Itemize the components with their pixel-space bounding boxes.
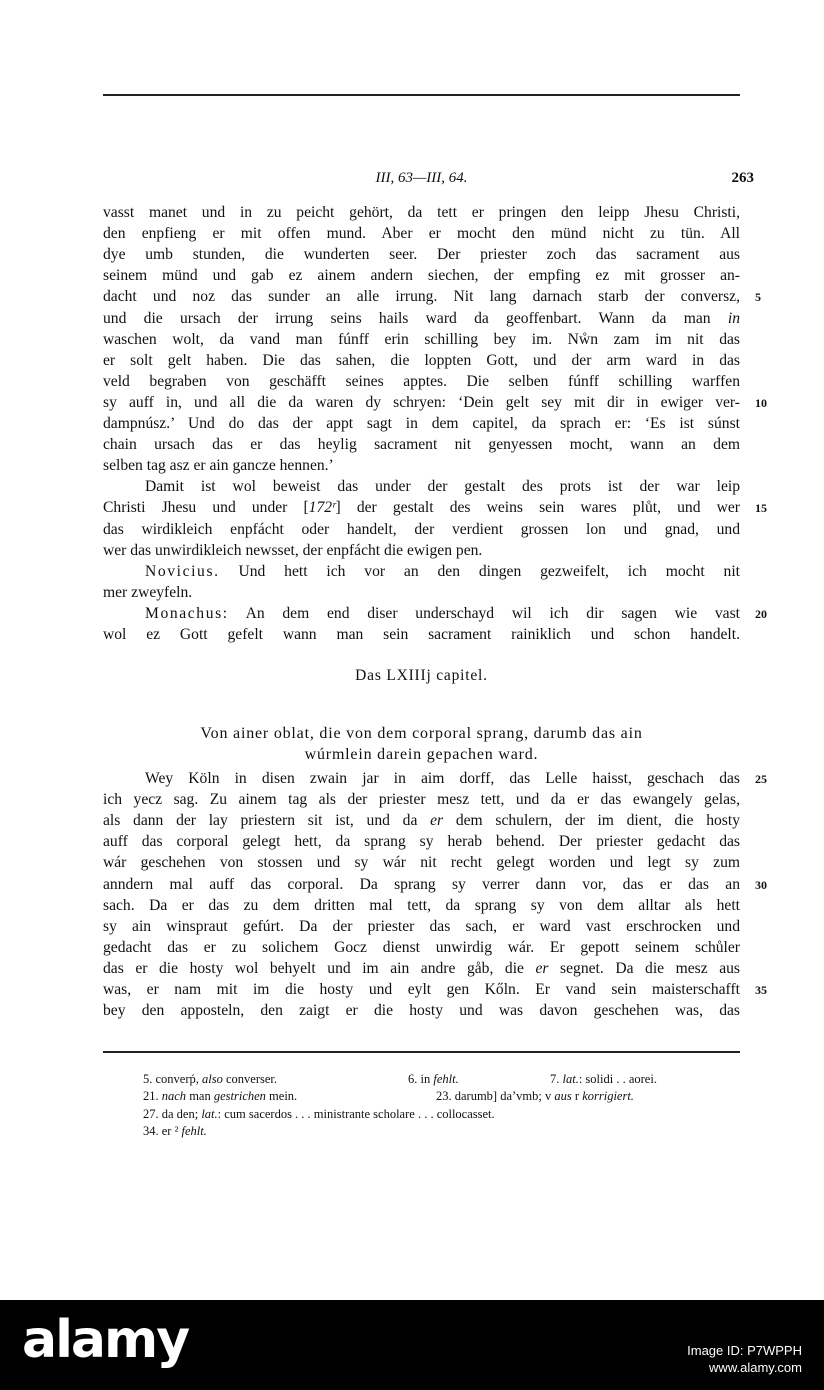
text-segment: das wirdikleich enpfácht oder handelt, der verdient grossen lon und gnad, und [103,520,740,538]
text-segment: er solt gelt haben. Die das sahen, die loppten Gott, und der arm ward in das [103,351,740,369]
text-segment: selben tag asz er ain gancze hennen.’ [103,457,334,475]
text-line [103,372,740,392]
margin-line-number: 15 [755,501,767,516]
chapter-subtitle-1: Von ainer oblat, die von dem corporal sprang, darumb das ain [200,725,643,742]
text-segment: sach. Da er das zu dem dritten mal tett, da sprang sy von dem alltar als hett [103,896,740,914]
text-segment: An dem end diser underschayd wil ich dir sagen wie vast [228,604,740,622]
text-segment: wár geschehen von stossen und sy wár nit recht gelegt worden und legt sy zum [103,854,740,872]
footnote [143,1123,207,1139]
text-segment: ich yecz sag. Zu ainem tag als der priester mesz tett, und da er das ewangely gelas, [103,791,740,809]
text-segment: seinem münd und gab ez ainem andern siechen, der empfing ez mit grosser an- [103,267,740,285]
text-line [103,875,740,895]
text-line [103,832,740,852]
text-segment: sy auff in, und all die da waren dy schryen: ‘Dein gelt sey mit dir in ewiger ver- [103,393,740,411]
text-line [103,414,740,434]
text-segment: Und hett ich vor an den dingen gezweifelt, ich mocht nit [219,562,740,580]
text-segment: converser. [222,1072,278,1086]
chapter-heading: Das LXIIIj capitel. [355,667,488,684]
text-line [103,959,740,979]
text-line [103,224,740,244]
text-line [103,896,740,916]
footnote-rule [103,1051,740,1053]
text-line [103,853,740,873]
page-number: 263 [731,170,754,186]
text-line [103,1001,740,1021]
text-segment: Novicius. [145,562,220,580]
footnote [408,1071,459,1087]
text-segment: er [430,812,444,830]
text-segment: wer das unwirdikleich newsset, der enpfácht die ewigen pen. [103,541,483,559]
text-line [103,266,740,286]
text-line [103,938,740,958]
text-segment: 5. converṕ, [143,1072,203,1086]
text-line [103,917,740,937]
footnote [550,1071,657,1087]
text-line [103,562,740,582]
text-line [103,351,740,371]
text-segment: : cum sacerdos . . . ministrante scholare . . . collocasset. [217,1107,495,1121]
text-segment: auff das corporal gelegt hett, da sprang sy herab behend. Der priester gedacht das [103,833,740,851]
text-segment: den enpfieng er mit offen mund. Aber er mocht den münd nicht zu tün. All [103,225,740,243]
text-segment: veld begraben von geschäfft seines apptes. Die selben fúnff schilling warffen [103,372,740,390]
text-line [103,625,740,645]
margin-line-number: 25 [755,772,767,786]
text-segment: nach [161,1089,187,1103]
footnote [143,1106,495,1122]
footnote [143,1088,297,1104]
chapter-subtitle-2: wúrmlein darein gepachen ward. [304,746,539,763]
text-segment: Christi Jhesu und under [ [103,499,309,517]
text-segment: 34. er ² [143,1124,182,1138]
text-segment: fehlt. [181,1124,207,1138]
text-segment: aus [554,1089,572,1103]
text-line [103,330,740,350]
text-line [103,769,740,789]
text-segment: 6. in [408,1072,434,1086]
text-line [103,456,740,476]
margin-line-number: 5 [755,290,761,305]
margin-line-number: 35 [755,983,767,997]
text-line [103,245,740,265]
text-segment: gestrichen [213,1089,266,1103]
text-segment: dacht und noz das sunder an alle irrung. Nit lang darnach starb der conversz, [103,288,740,306]
text-segment: korrigiert. [582,1089,634,1103]
text-segment: segnet. Da die mesz aus [548,959,740,977]
text-line [103,477,740,497]
text-segment: lat. [562,1072,579,1086]
text-segment: Damit ist wol beweist das under der gestalt des prots ist der war leip [145,478,740,496]
text-line [103,583,740,603]
text-line [103,790,740,810]
text-line [103,435,740,455]
text-segment: in [727,309,740,327]
footnote [143,1071,277,1087]
text-segment: waschen wolt, da vand man fúnff erin schilling bey im. Nẘn zam im nit das [103,330,740,348]
footnote [436,1088,634,1104]
text-segment: vasst manet und in zu peicht gehört, da tett er pringen den leipp Jhesu Christi, [103,204,740,221]
margin-line-number: 20 [755,606,767,621]
text-line [103,520,740,540]
text-segment: ] der gestalt des weins sein wares plůt, und wer [335,499,740,517]
text-line [103,309,740,329]
text-segment: das er die hosty wol behyelt und im ain andre gåb, die [103,959,536,977]
text-segment: mein. [265,1089,298,1103]
text-segment: 172ʳ [308,499,336,517]
text-segment: mer zweyfeln. [103,583,193,601]
text-segment: sy ain winspraut gefúrt. Da der priester das sach, er ward vast erschrocken und [103,917,740,935]
text-segment: chain ursach das er das heylig sacrament nit genyessen mocht, wann an dem [103,436,740,454]
text-segment: gedacht das er zu solichem Gocz dienst unwirdig wár. Er gepott seinem schůler [103,938,740,956]
image-id-text: Image ID: P7WPPH [687,1343,802,1358]
image-id [687,1342,802,1376]
text-segment: 27. da den; [143,1107,202,1121]
text-segment: Monachus: [145,604,229,622]
text-line [103,287,740,307]
text-segment: dye umb stunden, die wunderten seer. Der priester zoch das sacrament aus [103,246,740,264]
text-line [103,811,740,831]
text-line [103,393,740,413]
margin-line-number: 30 [755,877,767,892]
text-line [103,498,740,518]
text-segment: er [535,959,549,977]
text-segment: 21. [143,1089,162,1103]
text-segment: also [202,1072,223,1086]
text-line [103,980,740,1000]
text-segment: und die ursach der irrung seins hails ward da geoffenbart. Wann da man [103,309,728,327]
text-segment: 23. darumb] da’vmb; v [436,1089,555,1103]
text-segment: Wey Köln in disen zwain jar in aim dorff, das Lelle haisst, geschach das [145,770,740,787]
text-segment: dampnúsz.’ Und do das der appt sagt in dem capitel, da sprach er: ‘Es ist súnst [103,415,740,432]
text-segment: fehlt. [433,1072,459,1086]
running-header: III, 63—III, 64. [375,170,468,186]
watermark-banner [0,1300,824,1390]
text-line [103,203,740,223]
top-rule [103,94,740,96]
text-segment: wol ez Gott gefelt wann man sein sacrament rainiklich und schon handelt. [103,626,740,643]
margin-line-number: 10 [755,395,767,410]
text-segment: dem schulern, der im dient, die hosty [443,812,740,830]
image-url: www.alamy.com [709,1360,802,1375]
text-segment: 7. [550,1072,563,1086]
text-segment: als dann der lay priestern sit ist, und da [103,812,431,830]
text-line [103,541,740,561]
alamy-logo: alamy [22,1310,189,1370]
text-segment: anndern mal auff das corporal. Da sprang sy verrer dann vor, das er das an [103,875,740,893]
text-segment: man [186,1089,214,1103]
text-line [103,604,740,624]
text-segment: : solidi . . aorei. [578,1072,657,1086]
text-segment: was, er nam mit im die hosty und eylt gen Kőln. Er vand sein maisterschafft [103,981,740,998]
text-segment: lat. [201,1107,218,1121]
text-segment: r [571,1089,583,1103]
text-segment: bey den apposteln, den zaigt er die hosty und was davon geschehen was, das [103,1002,740,1020]
